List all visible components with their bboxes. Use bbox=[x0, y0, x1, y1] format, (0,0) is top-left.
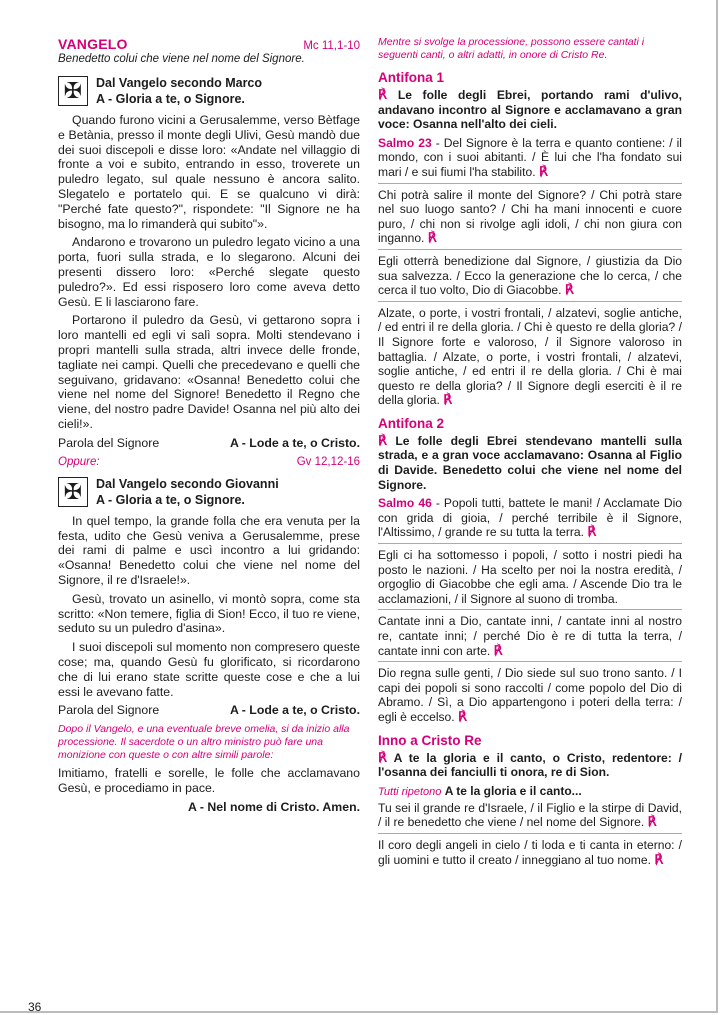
reading-1-header bbox=[58, 75, 360, 107]
reading-2-paragraph: I suoi discepoli sul momento non compresero queste cose; ma, quando Gesù fu glorificato, si ricordarono che di lui erano state scritte queste cose e che a lui essi le avevano fatte. bbox=[58, 640, 360, 699]
parola-label: Parola del Signore bbox=[58, 703, 160, 718]
inno-stanza: Il coro degli angeli in cielo / ti loda e ti canta in eterno: / gli uomini e tutto il creato / inneggiano al tuo nome. bbox=[378, 837, 682, 867]
left-column bbox=[58, 36, 360, 814]
salmo-46-stanza: - Popoli tutti, battete le mani! / Acclamate Dio con grida di gioia, / perché terribile è il Signore, l'Altissimo, / grande re su tutta la terra. bbox=[378, 496, 682, 540]
parola-line bbox=[58, 703, 360, 717]
response-symbol: ℟ bbox=[427, 230, 438, 246]
tutti-line bbox=[378, 784, 682, 798]
inno-refrain: A te la gloria e il canto, o Cristo, redentore: / l'osanna dei fanciulli ti onora, re di Sion. bbox=[378, 750, 682, 780]
reading-2-ref: Gv 12,12-16 bbox=[296, 455, 360, 468]
antifona-1-text: Le folle degli Ebrei, portando rami d'ulivo, andavano incontro al Signore e acclamavano a gran voce: Osanna nell'alto dei cieli. bbox=[378, 88, 682, 132]
response-symbol: ℟ bbox=[378, 87, 388, 102]
response-symbol: ℟ bbox=[493, 642, 503, 658]
response-symbol: ℟ bbox=[378, 432, 388, 448]
vangelo-subtitle: Benedetto colui che viene nel nome del Signore. bbox=[58, 53, 305, 65]
cross-icon: ✠ bbox=[58, 76, 88, 106]
salmo-23-label: Salmo 23 bbox=[378, 135, 432, 150]
reading-1-title: Dal Vangelo secondo Marco bbox=[96, 76, 263, 90]
antifona-1-title: Antifona 1 bbox=[378, 70, 444, 85]
reading-2-paragraph: In quel tempo, la grande folla che era venuta per la festa, udito che Gesù veniva a Gerusalemme, prese dei rami di palme e uscì incontro a lui gridando: «Osanna! Benedetto colui che viene nel nome del Signore, il re d'Israele!». bbox=[58, 513, 360, 587]
vangelo-ref: Mc 11,1-10 bbox=[303, 40, 360, 52]
salmo-46-stanza: Cantate inni a Dio, cantate inni, / cantate inni al nostro re, cantate inni; / perché Dio è re di tutta la terra, / cantate inni con arte. bbox=[378, 614, 682, 658]
response-symbol: ℟ bbox=[654, 851, 664, 867]
reading-2-header bbox=[58, 476, 360, 508]
salmo-23-stanza: Alzate, o porte, i vostri frontali, / alzatevi, soglie antiche, / ed entri il re della gloria. / Chi è questo re della gloria? / Il Signore forte e valoroso, / il Signore valoroso in battaglia. / Alzate, o porte, i vostri frontali, / alzatevi, soglie antiche, / ed entri il re della gloria. / Chi è mai questo re della gloria? / Il Signore degli eserciti è il re della gloria. bbox=[378, 305, 682, 408]
reading-1-paragraph: Portarono il puledro da Gesù, vi gettarono sopra i loro mantelli ed egli vi salì sopra. Molti stendevano i propri mantelli sulla strada, altri invece delle fronde, tagliate nei campi. Quelli che precedevano e quelli che seguivano, gridavano: «Osanna! Benedetto colui che viene nel nome del Signore! Benedetto il Regno che viene, del nostro padre Davide! Osanna nel più alto dei cieli!». bbox=[58, 313, 360, 431]
inno-title: Inno a Cristo Re bbox=[378, 732, 482, 748]
procession-rubric: Dopo il Vangelo, e una eventuale breve omelia, si da inizio alla processione. Il sacerdote o un altro ministro può fare una monizione con queste o con altre simili parole: bbox=[58, 723, 350, 762]
response-symbol: ℟ bbox=[458, 708, 468, 724]
response-symbol: ℟ bbox=[647, 814, 657, 830]
response-symbol: ℟ bbox=[587, 524, 597, 540]
salmo-23-stanza: Egli otterrà benedizione dal Signore, / giustizia da Dio sua salvezza. / Ecco la generazione che lo cerca, / che cerca il tuo volto, Dio di Giacobbe. bbox=[378, 253, 682, 298]
parola-response: A - Lode a te, o Cristo. bbox=[229, 435, 360, 450]
monizione-text: Imitiamo, fratelli e sorelle, le folle che acclamavano Gesù, e procediamo in pace. bbox=[58, 766, 360, 796]
songs-rubric: Mentre si svolge la processione, possono essere cantati i seguenti canti, o altri adatti, in onore di Cristo Re. bbox=[378, 36, 645, 61]
reading-2-response: A - Gloria a te, o Signore. bbox=[96, 492, 245, 507]
right-column bbox=[378, 36, 682, 871]
reading-2-paragraph: Gesù, trovato un asinello, vi montò sopra, come sta scritto: «Non temere, figlia di Sion! Ecco, il tuo re viene, seduto su un puledro d'asina». bbox=[58, 591, 360, 636]
parola-label: Parola del Signore bbox=[58, 435, 160, 450]
parola-line bbox=[58, 436, 360, 450]
reading-2-title: Dal Vangelo secondo Giovanni bbox=[96, 476, 279, 491]
salmo-46-stanza: Dio regna sulle genti, / Dio siede sul suo trono santo. / I capi dei popoli si sono raccolti / come popolo del Dio di Abramo. / Sì, a Dio appartengono i poteri della terra: / egli è eccelso. bbox=[378, 666, 682, 724]
inno-stanza: Tu sei il grande re d'Israele, / il Figlio e la stirpe di David, / il re benedetto che viene / nel nome del Signore. bbox=[378, 800, 682, 830]
salmo-46-stanza: Egli ci ha sottomesso i popoli, / sotto i nostri piedi ha posto le nazioni. / Ha scelto per noi la nostra eredità, / orgoglio di Giacobbe che egli ama. / Ascende Dio tra le acclamazioni, / il Signore al suono di tromba. bbox=[378, 548, 682, 606]
oppure-label: Oppure: bbox=[58, 455, 100, 468]
vangelo-header bbox=[58, 36, 360, 52]
response-symbol: ℟ bbox=[378, 749, 388, 765]
reading-1-paragraph: Quando furono vicini a Gerusalemme, verso Bètfage e Betània, presso il monte degli Ulivi, Gesù mandò due dei suoi discepoli e disse loro: «Andate nel villaggio di fronte a voi e subito, entrando in esso, troverete un puledro legato, sul quale nessuno è ancora salito. Slegatelo e portatelo qui. E se qualcuno vi dirà: "Perché fate questo?", rispondete: "Il Signore ne ha bisogno, ma lo rimanderà qui subito"». bbox=[58, 113, 360, 231]
response-symbol: ℟ bbox=[564, 282, 575, 298]
tutti-label: Tutti ripetono bbox=[378, 785, 442, 798]
reading-1-paragraph: Andarono e trovarono un puledro legato vicino a una porta, fuori sulla strada, e lo slegarono. Alcuni dei presenti dissero loro: «Perché slegate questo puledro?». Ed essi risposero loro come aveva detto Gesù. E li lasciarono fare. bbox=[58, 235, 360, 309]
reading-1-response: A - Gloria a te, o Signore. bbox=[96, 92, 245, 106]
salmo-23-stanza: - Del Signore è la terra e quanto contiene: / il mondo, con i suoi abitanti. / È lui che l'ha fondato sui mari / e sui fiumi l'ha stabilito. bbox=[378, 135, 682, 179]
tutti-text: A te la gloria e il canto... bbox=[444, 783, 582, 798]
oppure-header bbox=[58, 456, 360, 468]
antifona-2-text: Le folle degli Ebrei stendevano mantelli sulla strada, e a gran voce acclamavano: Osanna al Figlio di Davide. Benedetto colui che viene nel nome del Signore. bbox=[378, 433, 682, 492]
salmo-46-label: Salmo 46 bbox=[378, 496, 432, 511]
parola-response: A - Lode a te, o Cristo. bbox=[229, 703, 360, 718]
page-number: 36 bbox=[28, 1000, 42, 1014]
cross-icon: ✠ bbox=[58, 477, 88, 507]
response-symbol: ℟ bbox=[538, 163, 549, 179]
vangelo-label: VANGELO bbox=[58, 36, 128, 52]
antifona-2-title: Antifona 2 bbox=[378, 415, 444, 431]
response-symbol: ℟ bbox=[443, 392, 453, 408]
salmo-23-stanza: Chi potrà salire il monte del Signore? / Chi potrà stare nel suo luogo santo? / Chi ha mani innocenti e cuore puro, / chi non si rivolge agli idoli, / chi non giura con inganno. bbox=[378, 187, 682, 246]
amen-response: A - Nel nome di Cristo. Amen. bbox=[188, 799, 360, 814]
